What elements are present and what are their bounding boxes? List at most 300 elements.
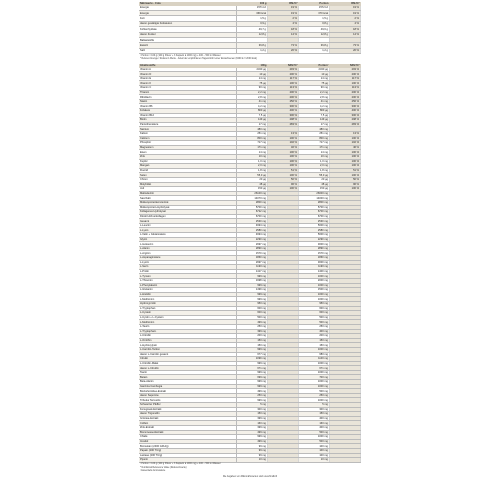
row-label: davon L-Carnitin gesamt xyxy=(139,352,236,357)
nutrition-document xyxy=(139,2,361,478)
row-label: davon L-Citrullin xyxy=(139,366,236,371)
table-cell: 950 mg xyxy=(298,301,329,306)
table-cell: 6700 mg xyxy=(298,214,329,219)
table-cell: 150 µg xyxy=(236,187,267,192)
table-cell: 1099 mg xyxy=(236,357,267,362)
table-cell: 600 mg xyxy=(298,306,329,311)
table-cell: 1000 mg xyxy=(298,380,329,385)
row-label: Kohlenhydrate xyxy=(139,27,236,32)
table-cell: 200 % xyxy=(329,72,360,77)
column-header: Portion¹ xyxy=(298,64,329,68)
row-label: L-Isoleucin¹ xyxy=(139,242,236,247)
table-cell: 1,5 g xyxy=(236,16,267,21)
row-label: L-Methionin¹ xyxy=(139,297,236,302)
table-cell: 100 % xyxy=(267,154,298,159)
row-label: L-Phenylalanin xyxy=(139,283,236,288)
table-cell: 75 µg xyxy=(236,81,267,86)
table-cell: 19 % xyxy=(329,10,360,15)
table-cell: 1000 mg xyxy=(298,370,329,375)
table-cell: 300 % xyxy=(329,113,360,118)
row-label: L-Citrullin xyxy=(139,334,236,339)
table-cell: 50 % xyxy=(329,177,360,182)
table-cell: 4,2 mg xyxy=(298,104,329,109)
table-cell: 90 mg xyxy=(298,86,329,91)
table-cell: 2890 mg xyxy=(298,246,329,251)
row-label: Maltodextrin xyxy=(139,191,236,196)
table-cell: 2000 mg xyxy=(298,279,329,284)
table-cell: 100 % xyxy=(329,150,360,155)
table-cell: 2997 mg xyxy=(236,242,267,247)
row-label: Natrium xyxy=(139,127,236,132)
row-label: Molkenprotein-Hydrolysat xyxy=(139,205,236,210)
row-label: Mangan xyxy=(139,164,236,169)
column-header: NRV-%* xyxy=(267,64,298,68)
table-cell: 149 µg xyxy=(236,118,267,123)
table-cell: 6700 mg xyxy=(236,214,267,219)
table-cell: 20 % xyxy=(267,48,298,53)
table-cell: 14 % xyxy=(267,32,298,37)
row-label: Tribulus Terrestris xyxy=(139,398,236,403)
row-label: Energie xyxy=(139,10,236,15)
table-cell: 1000 mg xyxy=(298,283,329,288)
row-label: L-Histidin xyxy=(139,292,236,297)
table-cell: 49,6 g xyxy=(298,27,329,32)
row-label: Betain xyxy=(139,375,236,380)
table-cell: 293 % xyxy=(267,68,298,72)
table-cell: 19 % xyxy=(267,10,298,15)
table-cell: 4 % xyxy=(267,21,298,26)
column-header: Nährwerte - Cola xyxy=(139,2,236,6)
table-cell: 1998 mg xyxy=(236,279,267,284)
table-cell: 600 mg xyxy=(236,311,267,316)
table-cell: 1,0 mg xyxy=(298,159,329,164)
table-cell: 369 kcal xyxy=(236,10,267,15)
table-cell: 3000 mg xyxy=(298,260,329,265)
table-cell: 300 % xyxy=(329,104,360,109)
table-cell: 256 % xyxy=(267,99,298,104)
column-header: 100 g xyxy=(236,2,267,6)
table-cell: 100 mg xyxy=(298,444,329,449)
table-cell: 13 % xyxy=(329,132,360,137)
row-label: Zink-Extrakt xyxy=(139,426,236,431)
table-cell: 14070 mg xyxy=(236,196,267,201)
table-cell: 2580 mg xyxy=(236,228,267,233)
table-cell: 298 % xyxy=(267,118,298,123)
table-cell: 1000 mg xyxy=(298,292,329,297)
table-cell: 18 % xyxy=(267,27,298,32)
table-cell: 1190 mg xyxy=(236,265,267,270)
table-cell: 999 mg xyxy=(236,283,267,288)
table-cell: 250 mg xyxy=(236,324,267,329)
row-label: Kollagenes Hydrolysat xyxy=(139,210,236,215)
table-cell: 100 mg xyxy=(298,448,329,453)
table-cell: 46 % xyxy=(267,145,298,150)
row-label: Garcinia Cambogia xyxy=(139,384,236,389)
table-cell: 300 mg xyxy=(298,407,329,412)
table-cell: 250 mg xyxy=(298,324,329,329)
column-header: Portion xyxy=(298,2,329,6)
table-cell: 2290 mg xyxy=(298,237,329,242)
table-cell: 999 mg xyxy=(236,292,267,297)
row-label: Grüntee-Extrakt xyxy=(139,416,236,421)
table-cell: 41 mg xyxy=(236,99,267,104)
table-cell: 2530 mg xyxy=(298,219,329,224)
table-cell: 150 mg xyxy=(236,338,267,343)
row-label: Eiweiß xyxy=(139,43,236,48)
table-cell: 2 % xyxy=(267,16,298,21)
table-cell: 200 % xyxy=(329,90,360,95)
row-label: davon Trigonellin xyxy=(139,412,236,417)
row-label: L-Ornithin xyxy=(139,338,236,343)
row-label: L-Tryptophan xyxy=(139,306,236,311)
table-cell: 999 mg xyxy=(236,361,267,366)
row-label: Gesamt xyxy=(139,219,236,224)
table-cell: 250 mg xyxy=(236,393,267,398)
table-cell: 1000 mg xyxy=(298,398,329,403)
table-cell: 400 % xyxy=(267,109,298,114)
table-cell: 100 % xyxy=(329,187,360,192)
row-label: Coffein xyxy=(139,421,236,426)
ingredients-table xyxy=(139,64,361,463)
table-cell: 500 mg xyxy=(236,315,267,320)
table-cell: 20 µg xyxy=(298,177,329,182)
table-cell: 298 % xyxy=(329,118,360,123)
row-label: Thiamin xyxy=(139,90,236,95)
table-cell: 5 mg xyxy=(236,403,267,408)
column-header: 100g xyxy=(236,64,267,68)
ingredients-footnote-portion: ¹ Portion = 100 g (100 g Pulver + 3 Kapseln à 1000 mg) + 400 – 500 ml Wasser xyxy=(140,463,221,466)
table-cell: 1,8 mg xyxy=(298,168,329,173)
table-cell: 100 mg xyxy=(298,453,329,458)
row-label: davon gesättigte Fettsäuren xyxy=(139,21,236,26)
table-cell: 800 µg xyxy=(236,109,267,114)
table-cell: 2580 mg xyxy=(298,228,329,233)
table-cell: 20 % xyxy=(329,48,360,53)
table-cell: 700 mg xyxy=(298,375,329,380)
row-label: Vitamin A xyxy=(139,68,236,72)
row-label: L-Serin xyxy=(139,265,236,270)
row-label: Zink xyxy=(139,154,236,159)
table-cell: 1860 mg xyxy=(298,256,329,261)
table-cell: 99 mg xyxy=(236,444,267,449)
table-cell: 499 mg xyxy=(236,320,267,325)
column-header: Inhaltsstoffe xyxy=(139,64,236,68)
table-cell: 100 % xyxy=(329,159,360,164)
row-label: L-Alanin xyxy=(139,246,236,251)
row-label: L-Valin + Glutamsäure xyxy=(139,233,236,238)
table-cell: 2,2 mg xyxy=(236,90,267,95)
table-cell: 1,5 g xyxy=(298,16,329,21)
table-cell: 160 mg xyxy=(298,421,329,426)
row-label: Energie xyxy=(139,6,236,11)
table-cell: 399 mg xyxy=(236,329,267,334)
table-cell: 100 % xyxy=(267,159,298,164)
table-cell: 1500 mg xyxy=(298,288,329,293)
table-cell: 171 mg xyxy=(298,145,329,150)
row-label: Fenugreek-Extrakt xyxy=(139,407,236,412)
table-cell: 150 mg xyxy=(236,343,267,348)
row-label: L-Prolin xyxy=(139,269,236,274)
micronutrient-disclaimer: Die Angaben von Mikronährwerten sind unverbindlich xyxy=(222,476,278,479)
table-cell: 14 mg xyxy=(298,150,329,155)
table-cell: 499 mg xyxy=(236,439,267,444)
row-label: Bromelain (2400 GDU/g) xyxy=(139,444,236,449)
table-cell: 2997 mg xyxy=(236,260,267,265)
table-cell: 500 mg xyxy=(298,389,329,394)
row-label: L-Methionin¹ xyxy=(139,320,236,325)
table-cell: 2 % xyxy=(329,16,360,21)
table-cell: 36,8 g xyxy=(236,43,267,48)
table-cell: 2340 µg xyxy=(298,68,329,72)
table-cell: 14 mg xyxy=(236,150,267,155)
table-cell: 399 mg xyxy=(236,426,267,431)
row-label: L-Tyrosin xyxy=(139,274,236,279)
table-cell: 200 mg xyxy=(298,334,329,339)
table-cell: 800 mg xyxy=(236,136,267,141)
table-cell: 200 % xyxy=(267,72,298,77)
table-cell: 48 µg xyxy=(236,182,267,187)
table-cell: 160 mg xyxy=(236,421,267,426)
table-cell: 251 mg xyxy=(298,132,329,137)
table-cell: 399 mg xyxy=(236,416,267,421)
row-label: Glycin xyxy=(139,237,236,242)
table-cell: 800 mg xyxy=(298,136,329,141)
row-label: Kalium xyxy=(139,132,236,137)
table-cell: 55,0 µg xyxy=(236,173,267,178)
table-cell: 400 mg xyxy=(298,426,329,431)
table-cell: 1,2 g xyxy=(236,48,267,53)
table-cell: 500 mg xyxy=(298,439,329,444)
table-cell: 10 µg xyxy=(298,72,329,77)
table-cell: 5700 mg xyxy=(236,205,267,210)
table-cell: 717 mg xyxy=(298,141,329,146)
table-cell: 1571 kJ xyxy=(236,6,267,11)
table-cell: 950 mg xyxy=(236,301,267,306)
table-cell: 200 % xyxy=(329,95,360,100)
row-label: Molkenproteinkonzentrat xyxy=(139,200,236,205)
table-cell: 2340 µg xyxy=(236,68,267,72)
table-cell: 480 mg xyxy=(298,127,329,132)
table-cell: 6700 mg xyxy=(298,210,329,215)
table-cell: 2530 mg xyxy=(236,219,267,224)
row-label: Brennnessel-Extrakt xyxy=(139,430,236,435)
table-cell: 499 mg xyxy=(236,430,267,435)
table-cell: 4,2 mg xyxy=(236,104,267,109)
table-cell: 999 mg xyxy=(236,297,267,302)
table-cell: 1499 mg xyxy=(236,288,267,293)
table-cell: 1000 mg xyxy=(298,384,329,389)
table-cell: 99 mg xyxy=(236,453,267,458)
table-cell: 100 % xyxy=(329,154,360,159)
ingredients-footnote-nrv: * Nutritional Reference Value (Referenzwerte) xyxy=(140,466,187,469)
row-label: Bockshornklee-Extrakt xyxy=(139,389,236,394)
table-cell: 717 mg xyxy=(236,141,267,146)
table-cell: 283 % xyxy=(267,122,298,127)
table-cell: 677 mg xyxy=(236,352,267,357)
table-cell: 100 % xyxy=(329,136,360,141)
table-cell: 26100 mg xyxy=(236,191,267,196)
row-label: Taurin xyxy=(139,370,236,375)
table-cell: 600 mg xyxy=(298,311,329,316)
row-label: Vitamin E xyxy=(139,76,236,81)
table-cell: 49,7 g xyxy=(236,27,267,32)
table-cell: 36,8 g xyxy=(298,43,329,48)
table-cell: 1,0 mg xyxy=(236,159,267,164)
table-cell: 999 mg xyxy=(236,274,267,279)
table-cell: 400 % xyxy=(329,109,360,114)
row-label: L-Lysin xyxy=(139,228,236,233)
row-label: L-Citrullin-Malat xyxy=(139,361,236,366)
table-cell: 1000 mg xyxy=(298,435,329,440)
table-cell: 100 % xyxy=(329,164,360,169)
table-cell: 293 % xyxy=(329,68,360,72)
table-cell: 999 mg xyxy=(236,398,267,403)
table-cell: 55,0 µg xyxy=(298,173,329,178)
table-cell: 2290 mg xyxy=(236,237,267,242)
table-cell: 200 % xyxy=(267,95,298,100)
table-cell: 7,5 µg xyxy=(298,113,329,118)
row-label: Jod xyxy=(139,187,236,192)
table-cell: 51 % xyxy=(329,168,360,173)
table-cell: 10 mg xyxy=(236,154,267,159)
column-header: NRV-%* xyxy=(329,64,360,68)
table-cell: 12,8 g xyxy=(298,32,329,37)
table-cell: 283 % xyxy=(329,122,360,127)
table-cell: 500 mg xyxy=(298,315,329,320)
row-label: Hydroxyprolin xyxy=(139,301,236,306)
table-cell: 480 mg xyxy=(236,127,267,132)
table-cell: 2,2 mg xyxy=(298,90,329,95)
row-label: L-Carnitin-Tartrat xyxy=(139,347,236,352)
row-label: Folsäure xyxy=(139,109,236,114)
table-cell: 3000 mg xyxy=(298,242,329,247)
table-cell: 10 mg xyxy=(236,458,267,463)
table-cell: 150 mg xyxy=(298,343,329,348)
row-label: Ballaststoffe xyxy=(139,37,236,42)
row-label: Pantothensäure xyxy=(139,122,236,127)
table-cell: 150 mg xyxy=(236,412,267,417)
table-cell: 999 mg xyxy=(236,380,267,385)
row-label: Kupfer xyxy=(139,159,236,164)
table-cell: 100 % xyxy=(267,187,298,192)
nutrition-footnote-reference: * Referenzmenge / Referenz-Werte - Anteil der empfohlenen Tageszufuhr einer Erwachsenen (8400 kJ / 2000 kcal) xyxy=(140,58,257,61)
table-cell: 7,5 µg xyxy=(236,113,267,118)
table-cell: 48 µg xyxy=(298,182,329,187)
table-cell: 1000 mg xyxy=(298,347,329,352)
table-cell: 99 mg xyxy=(236,448,267,453)
row-label: Salz xyxy=(139,48,236,53)
table-cell: 1570 mg xyxy=(298,251,329,256)
table-cell: 17 mg xyxy=(236,122,267,127)
table-cell: 150 mg xyxy=(298,412,329,417)
table-cell: 90 mg xyxy=(236,86,267,91)
table-cell: 2,0 mg xyxy=(236,164,267,169)
table-cell: 370 kcal xyxy=(298,10,329,15)
row-label: L-Tryptophan¹ xyxy=(139,329,236,334)
table-cell: 4 % xyxy=(329,21,360,26)
table-cell: 1,2 g xyxy=(298,48,329,53)
table-cell: 10 mg xyxy=(298,458,329,463)
table-cell: 26000 mg xyxy=(298,191,329,196)
table-cell: 14000 mg xyxy=(298,196,329,201)
row-label: davon Saponine xyxy=(139,393,236,398)
table-cell: 999 mg xyxy=(236,384,267,389)
row-label: Direkt Hühnerkollagen xyxy=(139,214,236,219)
table-cell: 117 % xyxy=(329,76,360,81)
table-cell: 1100 mg xyxy=(298,357,329,362)
table-cell: 102 % xyxy=(267,141,298,146)
row-label: Fett xyxy=(139,16,236,21)
row-label: L-Leucin¹ xyxy=(139,223,236,228)
table-cell: 1570 mg xyxy=(236,251,267,256)
row-label: Molybdän xyxy=(139,182,236,187)
row-label: Selen xyxy=(139,173,236,178)
ingredients-footnote-essential: ¹ Essentielle Aminosäure xyxy=(140,470,166,473)
table-cell: 1572 kJ xyxy=(298,6,329,11)
table-cell: 19 % xyxy=(329,6,360,11)
table-cell: 2,8 mg xyxy=(236,95,267,100)
nutrition-footnote-portion: ¹ Portion = 100 g (100 g Pulver + 3 Kapseln à 1000 mg) + 400 – 500 ml Wasser xyxy=(140,54,221,57)
column-header: RM-%* xyxy=(329,2,360,6)
table-cell: 96 % xyxy=(267,182,298,187)
table-cell: 499 mg xyxy=(236,389,267,394)
table-cell: 17 mg xyxy=(298,122,329,127)
row-label: Phosphor xyxy=(139,141,236,146)
table-cell: 0,9 g xyxy=(236,21,267,26)
table-cell: 14 mg xyxy=(298,76,329,81)
table-cell: 5 mg xyxy=(298,403,329,408)
table-cell xyxy=(267,458,298,463)
table-cell: 18 % xyxy=(329,27,360,32)
table-cell: 50 % xyxy=(267,177,298,182)
table-cell: 2890 mg xyxy=(236,246,267,251)
table-cell: 10 µg xyxy=(236,72,267,77)
table-cell: 200 % xyxy=(267,90,298,95)
table-cell: 20 µg xyxy=(236,177,267,182)
table-cell: 251 mg xyxy=(236,132,267,137)
row-label: L-Arginin xyxy=(139,251,236,256)
table-cell: 300 mg xyxy=(236,407,267,412)
table-cell: 2,0 mg xyxy=(298,164,329,169)
row-label: Fluorid xyxy=(139,168,236,173)
table-cell: 999 mg xyxy=(236,347,267,352)
table-cell: 300 % xyxy=(267,113,298,118)
row-label: L-Cystin + L-Cystein xyxy=(139,315,236,320)
table-cell: 113 % xyxy=(329,86,360,91)
table-cell: 100 % xyxy=(267,81,298,86)
table-cell: 117 % xyxy=(267,76,298,81)
row-label: Chrom xyxy=(139,177,236,182)
table-cell: 4994 mg xyxy=(236,223,267,228)
table-cell: 1000 mg xyxy=(298,274,329,279)
row-label: Lactase (200 TU/g) xyxy=(139,453,236,458)
table-cell: 400 mg xyxy=(298,416,329,421)
table-cell: 1860 mg xyxy=(236,256,267,261)
row-label: Niacin xyxy=(139,99,236,104)
table-cell: 100 % xyxy=(267,136,298,141)
table-cell: 41 mg xyxy=(298,99,329,104)
row-label: Eisen xyxy=(139,150,236,155)
row-label: L-Asparaginsäure xyxy=(139,256,236,261)
row-label: Sacchalit xyxy=(139,196,236,201)
table-cell: 2800 mg xyxy=(298,200,329,205)
row-label: Papain (200 TU/g) xyxy=(139,448,236,453)
table-cell: 1417 mg xyxy=(236,269,267,274)
table-cell: 256 % xyxy=(329,99,360,104)
table-cell: 51 % xyxy=(267,168,298,173)
row-label: L-Hydroxylysin xyxy=(139,343,236,348)
table-cell: 75 µg xyxy=(298,81,329,86)
